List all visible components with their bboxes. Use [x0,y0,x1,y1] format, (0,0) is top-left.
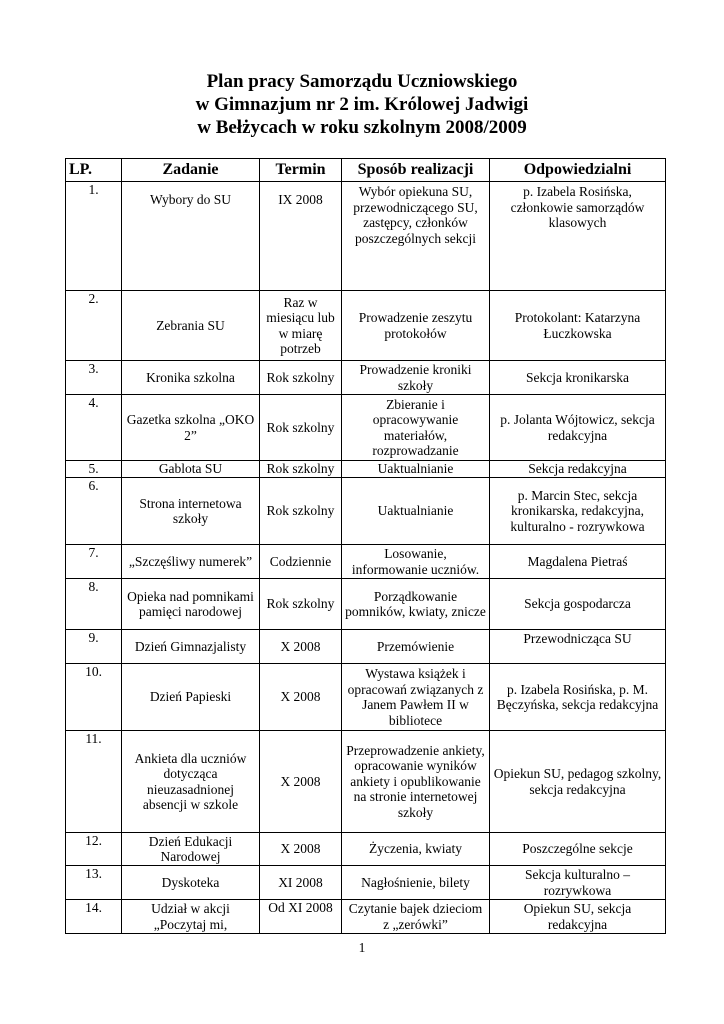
header-odpowiedzialni: Odpowiedzialni [490,159,666,182]
cell-sposob: Nagłośnienie, bilety [342,866,490,900]
cell-zadanie: Gazetka szkolna „OKO 2” [122,395,260,461]
cell-odpowiedzialni: Poszczególne sekcje [490,833,666,866]
cell-zadanie: Opieka nad pomnikami pamięci narodowej [122,579,260,630]
cell-lp: 7. [66,545,122,579]
cell-odpowiedzialni: p. Marcin Stec, sekcja kronikarska, redakcyjna, kulturalno - rozrywkowa [490,478,666,545]
cell-zadanie: Udział w akcji „Poczytaj mi, [122,900,260,934]
cell-odpowiedzialni: p. Izabela Rosińska, p. M. Bęczyńska, sekcja redakcyjna [490,664,666,731]
cell-zadanie: Gablota SU [122,461,260,478]
table-row [66,833,666,866]
cell-sposob: Wystawa książek i opracowań związanych z Janem Pawłem II w bibliotece [342,664,490,731]
cell-termin: Rok szkolny [260,579,342,630]
cell-lp: 6. [66,478,122,545]
cell-lp: 10. [66,664,122,731]
cell-sposob: Uaktualnianie [342,461,490,478]
table-row [66,731,666,833]
table-row [66,579,666,630]
cell-termin: Rok szkolny [260,478,342,545]
cell-sposob: Czytanie bajek dzieciom z „zerówki” [342,900,490,934]
cell-termin: X 2008 [260,833,342,866]
cell-termin: Od XI 2008 [260,900,342,934]
cell-sposob: Porządkowanie pomników, kwiaty, znicze [342,579,490,630]
cell-termin: X 2008 [260,731,342,833]
cell-odpowiedzialni: Opiekun SU, pedagog szkolny, sekcja redakcyjna [490,731,666,833]
plan-table [65,158,666,934]
title-line-1: Plan pracy Samorządu Uczniowskiego [206,71,518,92]
cell-odpowiedzialni: Protokolant: Katarzyna Łuczkowska [490,291,666,361]
cell-odpowiedzialni: p. Izabela Rosińska, członkowie samorządów klasowych [490,182,666,291]
cell-lp: 12. [66,833,122,866]
cell-lp: 9. [66,630,122,664]
cell-zadanie: Strona internetowa szkoły [122,478,260,545]
cell-lp: 2. [66,291,122,361]
cell-lp: 8. [66,579,122,630]
cell-odpowiedzialni: Przewodnicząca SU [490,630,666,664]
header-zadanie: Zadanie [122,159,260,182]
cell-termin: XI 2008 [260,866,342,900]
table-row [66,478,666,545]
cell-sposob: Uaktualnianie [342,478,490,545]
cell-zadanie: Kronika szkolna [122,361,260,395]
cell-zadanie: Dzień Edukacji Narodowej [122,833,260,866]
table-row [66,630,666,664]
table-row [66,664,666,731]
cell-zadanie: Ankieta dla uczniów dotycząca nieuzasadnionej absencji w szkole [122,731,260,833]
header-lp: LP. [66,159,122,182]
cell-sposob: Prowadzenie kroniki szkoły [342,361,490,395]
cell-sposob: Życzenia, kwiaty [342,833,490,866]
cell-odpowiedzialni: Sekcja redakcyjna [490,461,666,478]
cell-odpowiedzialni: Opiekun SU, sekcja redakcyjna [490,900,666,934]
table-row [66,182,666,291]
cell-lp: 13. [66,866,122,900]
table-row [66,545,666,579]
cell-termin: Rok szkolny [260,461,342,478]
cell-odpowiedzialni: p. Jolanta Wójtowicz, sekcja redakcyjna [490,395,666,461]
title-line-2: w Gimnazjum nr 2 im. Królowej Jadwigi [195,94,529,115]
cell-sposob: Wybór opiekuna SU, przewodniczącego SU, zastępcy, członków poszczególnych sekcji [342,182,490,291]
cell-zadanie: Dzień Gimnazjalisty [122,630,260,664]
cell-termin: IX 2008 [260,182,342,291]
cell-termin: Raz w miesiącu lub w miarę potrzeb [260,291,342,361]
cell-zadanie: Dzień Papieski [122,664,260,731]
cell-sposob: Przemówienie [342,630,490,664]
cell-sposob: Przeprowadzenie ankiety, opracowanie wyników ankiety i opublikowanie na stronie internetowej szkoły [342,731,490,833]
cell-termin: Codziennie [260,545,342,579]
header-termin: Termin [260,159,342,182]
cell-termin: Rok szkolny [260,361,342,395]
cell-sposob: Prowadzenie zeszytu protokołów [342,291,490,361]
table-header-row [66,159,666,182]
table-row [66,461,666,478]
cell-termin: Rok szkolny [260,395,342,461]
cell-termin: X 2008 [260,630,342,664]
cell-lp: 14. [66,900,122,934]
header-sposob: Sposób realizacji [342,159,490,182]
cell-lp: 4. [66,395,122,461]
cell-zadanie: Wybory do SU [122,182,260,291]
title-line-3: w Bełżycach w roku szkolnym 2008/2009 [197,117,527,138]
cell-zadanie: Dyskoteka [122,866,260,900]
cell-lp: 3. [66,361,122,395]
cell-termin: X 2008 [260,664,342,731]
table-row [66,361,666,395]
table-row [66,395,666,461]
document-title [0,70,724,139]
cell-lp: 5. [66,461,122,478]
cell-zadanie: „Szczęśliwy numerek” [122,545,260,579]
cell-odpowiedzialni: Sekcja gospodarcza [490,579,666,630]
cell-odpowiedzialni: Sekcja kronikarska [490,361,666,395]
cell-sposob: Losowanie, informowanie uczniów. [342,545,490,579]
cell-sposob: Zbieranie i opracowywanie materiałów, rozprowadzanie [342,395,490,461]
table-row [66,900,666,934]
cell-odpowiedzialni: Sekcja kulturalno – rozrywkowa [490,866,666,900]
cell-lp: 11. [66,731,122,833]
table-row [66,866,666,900]
page-number: 1 [358,940,366,955]
cell-zadanie: Zebrania SU [122,291,260,361]
cell-lp: 1. [66,182,122,291]
table-row [66,291,666,361]
cell-odpowiedzialni: Magdalena Pietraś [490,545,666,579]
